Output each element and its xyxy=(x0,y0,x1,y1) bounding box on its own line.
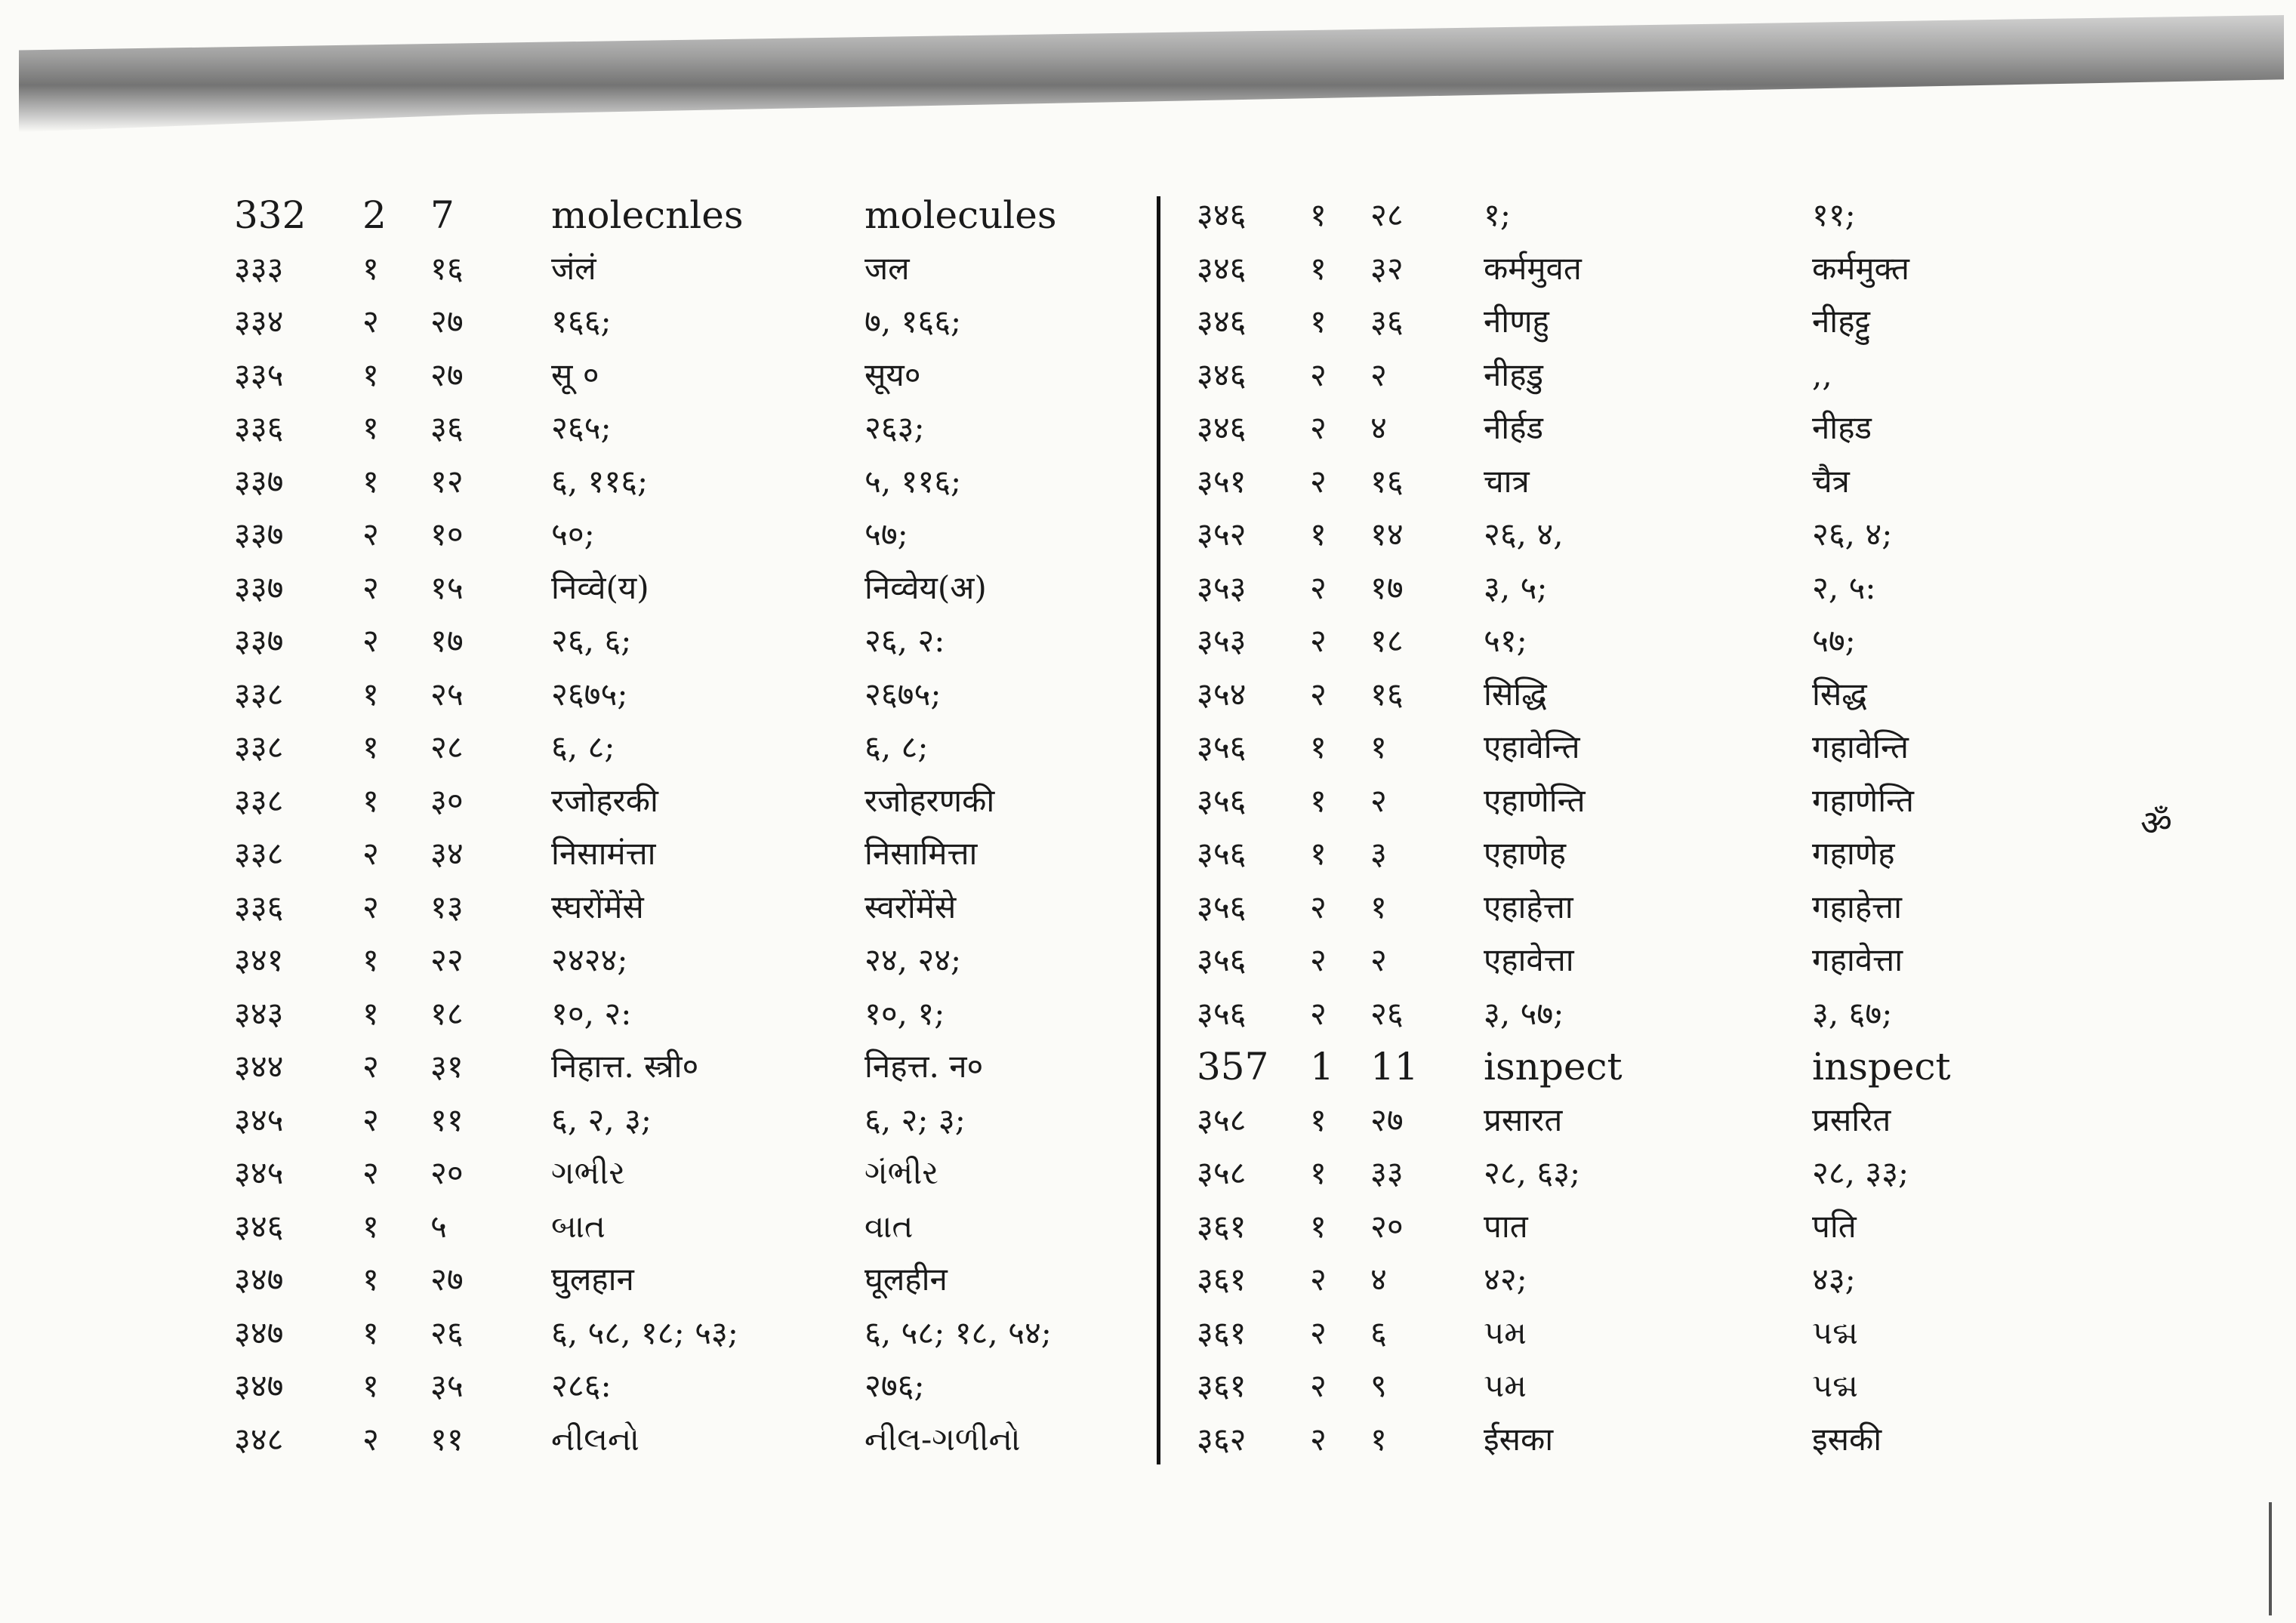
correct-text: વાત xyxy=(864,1207,914,1245)
errata-row xyxy=(227,1307,1148,1360)
incorrect-text: ६, ८; xyxy=(551,728,615,765)
errata-row xyxy=(1182,562,2012,615)
correct-text: पति xyxy=(1812,1207,1857,1245)
line-number: ११ xyxy=(430,1420,464,1458)
correct-text: ५७; xyxy=(1812,622,1856,659)
errata-row xyxy=(1182,349,2012,402)
column-number: २ xyxy=(1310,941,1327,978)
correct-text: गहाहेत्ता xyxy=(1812,888,1903,925)
line-number: १६ xyxy=(1370,462,1404,500)
errata-row xyxy=(1182,295,2012,349)
correct-text: स्वरोंमेंसे xyxy=(864,888,957,925)
page-number: ३४५ xyxy=(234,1101,284,1138)
line-number: २ xyxy=(1370,941,1387,978)
column-number: १ xyxy=(1310,728,1327,765)
errata-row xyxy=(227,1200,1148,1254)
page-number: 332 xyxy=(234,193,307,237)
page-number: ३५३ xyxy=(1197,568,1247,606)
correct-text: सिद्ध xyxy=(1812,675,1867,713)
correct-text: પદ્મ xyxy=(1812,1313,1858,1351)
page-number: ३४६ xyxy=(234,1207,284,1245)
page-number: ३५६ xyxy=(1197,835,1247,872)
correct-text: २७६; xyxy=(864,1367,925,1404)
correct-text: २६३; xyxy=(864,409,925,446)
correct-text: ३, ६७; xyxy=(1812,994,1893,1032)
page-number: ३३७ xyxy=(234,568,284,606)
correct-text: इसकी xyxy=(1812,1420,1882,1458)
correct-text: १०, १; xyxy=(864,994,945,1032)
errata-row xyxy=(1182,508,2012,562)
page-number: ३५६ xyxy=(1197,728,1247,765)
column-number: २ xyxy=(362,568,379,606)
line-number: २५ xyxy=(430,675,464,713)
page-number: ३५६ xyxy=(1197,941,1247,978)
page-number: ३५४ xyxy=(1197,675,1247,713)
page-number: ३३८ xyxy=(234,675,284,713)
correct-text: २४, २४; xyxy=(864,941,962,978)
incorrect-text: २६५; xyxy=(551,409,612,446)
line-number: २ xyxy=(1370,781,1387,819)
correct-text: प्रसरित xyxy=(1812,1101,1891,1138)
errata-row xyxy=(227,349,1148,402)
column-number: १ xyxy=(362,1367,379,1404)
column-number: २ xyxy=(362,1101,379,1138)
page-number: ३५३ xyxy=(1197,622,1247,659)
column-number: २ xyxy=(1310,1313,1327,1351)
errata-row xyxy=(1182,189,2012,242)
correct-text: सूय० xyxy=(864,356,921,393)
errata-row xyxy=(1182,614,2012,668)
incorrect-text: एहाणेह xyxy=(1484,835,1567,872)
errata-row xyxy=(1182,668,2012,722)
errata-right-column xyxy=(1182,189,2012,1466)
incorrect-text: निसामंत्ता xyxy=(551,835,656,872)
column-number: १ xyxy=(362,1313,379,1351)
page-number: ३४६ xyxy=(1197,303,1247,340)
incorrect-text: स्घरोंमेंसे xyxy=(551,888,644,925)
line-number: २८ xyxy=(430,728,464,765)
line-number: ११ xyxy=(430,1101,464,1138)
line-number: ३ xyxy=(1370,835,1387,872)
column-number: २ xyxy=(1310,675,1327,713)
column-number: २ xyxy=(1310,568,1327,606)
correct-text: चैत्र xyxy=(1812,462,1850,500)
correct-text: नीहट्टु xyxy=(1812,303,1871,340)
page-number: ३४५ xyxy=(234,1154,284,1191)
line-number: ३६ xyxy=(1370,303,1404,340)
line-number: १३ xyxy=(430,888,464,925)
page-number: ३४६ xyxy=(1197,249,1247,287)
column-number: 1 xyxy=(1310,1045,1334,1089)
incorrect-text: isnpect xyxy=(1484,1045,1623,1089)
line-number: १० xyxy=(430,516,464,553)
column-number: २ xyxy=(1310,462,1327,500)
correct-text: कर्ममुक्त xyxy=(1812,249,1909,287)
page-number: ३५८ xyxy=(1197,1154,1247,1191)
errata-row xyxy=(227,721,1148,775)
incorrect-text: एहावेत्ता xyxy=(1484,941,1574,978)
page-edge-line xyxy=(2269,1502,2272,1615)
errata-row xyxy=(227,402,1148,455)
line-number: ३० xyxy=(430,781,464,819)
errata-row xyxy=(1182,987,2012,1041)
correct-text: ६, ८; xyxy=(864,728,929,765)
errata-row xyxy=(1182,1413,2012,1467)
correct-text: ५, ११६; xyxy=(864,462,962,500)
incorrect-text: निव्वे(य) xyxy=(551,568,649,606)
errata-row xyxy=(1182,1360,2012,1413)
incorrect-text: ५०; xyxy=(551,516,595,553)
page-number: ३६१ xyxy=(1197,1207,1247,1245)
column-number: २ xyxy=(1310,1420,1327,1458)
correct-text: रजोहरणकी xyxy=(864,781,995,819)
errata-row xyxy=(227,668,1148,722)
line-number: ३६ xyxy=(430,409,464,446)
line-number: 11 xyxy=(1370,1045,1419,1089)
errata-row xyxy=(227,775,1148,828)
line-number: १२ xyxy=(430,462,464,500)
correct-text: ગંભીર xyxy=(864,1154,938,1191)
incorrect-text: रजोहरकी xyxy=(551,781,658,819)
page-number: ३४६ xyxy=(1197,196,1247,233)
line-number: १ xyxy=(1370,888,1387,925)
page-number: 357 xyxy=(1197,1045,1269,1089)
line-number: १८ xyxy=(430,994,464,1032)
incorrect-text: २८६: xyxy=(551,1367,612,1404)
line-number: २ xyxy=(1370,356,1387,393)
correct-text: ,, xyxy=(1812,356,1832,393)
page-number: ३४६ xyxy=(1197,356,1247,393)
line-number: २० xyxy=(430,1154,464,1191)
column-number: १ xyxy=(1310,1101,1327,1138)
column-number: १ xyxy=(362,728,379,765)
page-number: ३५६ xyxy=(1197,888,1247,925)
incorrect-text: પમ xyxy=(1484,1313,1527,1351)
errata-row xyxy=(1182,934,2012,987)
incorrect-text: एहाहेत्ता xyxy=(1484,888,1573,925)
incorrect-text: २६७५; xyxy=(551,675,628,713)
page-number: ३५८ xyxy=(1197,1101,1247,1138)
line-number: २६ xyxy=(1370,994,1404,1032)
incorrect-text: २६, ६; xyxy=(551,622,632,659)
page-number: ३४७ xyxy=(234,1367,284,1404)
column-number: १ xyxy=(362,249,379,287)
column-number: २ xyxy=(1310,1367,1327,1404)
errata-row xyxy=(227,1094,1148,1147)
incorrect-text: नीणहु xyxy=(1484,303,1549,340)
column-number: १ xyxy=(362,1207,379,1245)
errata-row xyxy=(227,562,1148,615)
errata-row xyxy=(227,242,1148,296)
column-number: १ xyxy=(1310,303,1327,340)
incorrect-text: एहाणेन्ति xyxy=(1484,781,1586,819)
line-number: ३५ xyxy=(430,1367,464,1404)
page-number: ३३४ xyxy=(234,303,284,340)
page-number: ३५६ xyxy=(1197,994,1247,1032)
incorrect-text: जंलं xyxy=(551,249,596,287)
line-number: ३२ xyxy=(1370,249,1404,287)
page-number: ३३७ xyxy=(234,462,284,500)
line-number: १४ xyxy=(1370,516,1404,553)
incorrect-text: ३, ५७; xyxy=(1484,994,1564,1032)
incorrect-text: ४२; xyxy=(1484,1261,1527,1298)
column-number: १ xyxy=(1310,835,1327,872)
column-number: २ xyxy=(362,1420,379,1458)
page-number: ३४७ xyxy=(234,1313,284,1351)
column-number: १ xyxy=(362,994,379,1032)
incorrect-text: कर्ममुवत xyxy=(1484,249,1582,287)
line-number: २८ xyxy=(1370,196,1404,233)
incorrect-text: एहावेन्ति xyxy=(1484,728,1580,765)
page-number: ३४७ xyxy=(234,1261,284,1298)
line-number: २६ xyxy=(430,1313,464,1351)
column-number: २ xyxy=(362,1154,379,1191)
correct-text: निहत्त. न० xyxy=(864,1048,984,1085)
errata-row xyxy=(1182,775,2012,828)
incorrect-text: प्रसारत xyxy=(1484,1101,1563,1138)
line-number: १५ xyxy=(430,568,464,606)
errata-row xyxy=(227,881,1148,935)
line-number: १६ xyxy=(1370,675,1404,713)
line-number: २० xyxy=(1370,1207,1404,1245)
incorrect-text: २८, ६३; xyxy=(1484,1154,1581,1191)
line-number: ४ xyxy=(1370,409,1387,446)
page-number: ३३३ xyxy=(234,249,284,287)
errata-row xyxy=(227,934,1148,987)
line-number: १८ xyxy=(1370,622,1404,659)
page-number: ३५६ xyxy=(1197,781,1247,819)
errata-row xyxy=(227,1360,1148,1413)
column-divider xyxy=(1157,196,1160,1464)
line-number: ३३ xyxy=(1370,1154,1404,1191)
page-number: ३३७ xyxy=(234,516,284,553)
errata-row xyxy=(1182,455,2012,509)
incorrect-text: १; xyxy=(1484,196,1511,233)
errata-row xyxy=(227,827,1148,881)
incorrect-text: ગભીર xyxy=(551,1154,625,1191)
correct-text: गहाणेन्ति xyxy=(1812,781,1914,819)
errata-left-column xyxy=(227,189,1148,1466)
errata-row xyxy=(1182,242,2012,296)
correct-text: २६, ४; xyxy=(1812,516,1893,553)
errata-row xyxy=(227,1147,1148,1200)
correct-text: નીલ-ગળીનો xyxy=(864,1420,1021,1458)
correct-text: inspect xyxy=(1812,1045,1951,1089)
page-number: ३६१ xyxy=(1197,1313,1247,1351)
correct-text: ७, १६६; xyxy=(864,303,962,340)
errata-row xyxy=(227,295,1148,349)
errata-row xyxy=(1182,1040,2012,1094)
incorrect-text: नीर्हड xyxy=(1484,409,1543,446)
column-number: २ xyxy=(362,303,379,340)
errata-row xyxy=(1182,402,2012,455)
column-number: १ xyxy=(362,356,379,393)
column-number: २ xyxy=(362,888,379,925)
incorrect-text: ५१; xyxy=(1484,622,1527,659)
line-number: ३१ xyxy=(430,1048,464,1085)
margin-om-mark: ॐ xyxy=(2140,802,2172,843)
correct-text: २, ५: xyxy=(1812,568,1876,606)
page-number: ३४१ xyxy=(234,941,284,978)
errata-row xyxy=(227,455,1148,509)
incorrect-text: सू ० xyxy=(551,356,599,393)
correct-text: २६७५; xyxy=(864,675,942,713)
column-number: १ xyxy=(1310,1154,1327,1191)
column-number: १ xyxy=(1310,781,1327,819)
correct-text: ४३; xyxy=(1812,1261,1856,1298)
page-number: ३४३ xyxy=(234,994,284,1032)
incorrect-text: सिद्धि xyxy=(1484,675,1547,713)
errata-row xyxy=(227,189,1148,242)
correct-text: गहाणेह xyxy=(1812,835,1895,872)
correct-text: नीहड xyxy=(1812,409,1872,446)
line-number: 7 xyxy=(430,193,455,237)
line-number: २७ xyxy=(430,303,464,340)
errata-row xyxy=(227,1253,1148,1307)
incorrect-text: घुलहान xyxy=(551,1261,634,1298)
page-number: ३४८ xyxy=(234,1420,284,1458)
page-number: ३३८ xyxy=(234,728,284,765)
incorrect-text: molecnles xyxy=(551,193,744,237)
column-number: २ xyxy=(1310,888,1327,925)
correct-text: ११; xyxy=(1812,196,1856,233)
column-number: २ xyxy=(362,516,379,553)
line-number: १६ xyxy=(430,249,464,287)
correct-text: निसामित्ता xyxy=(864,835,978,872)
incorrect-text: नीहडु xyxy=(1484,356,1543,393)
errata-row xyxy=(1182,1147,2012,1200)
correct-text: २६, २: xyxy=(864,622,945,659)
errata-row xyxy=(227,1040,1148,1094)
column-number: १ xyxy=(362,675,379,713)
page-number: ३६१ xyxy=(1197,1367,1247,1404)
incorrect-text: ६, ११६; xyxy=(551,462,649,500)
correct-text: गहावेत्ता xyxy=(1812,941,1903,978)
line-number: १ xyxy=(1370,728,1387,765)
errata-row xyxy=(1182,1307,2012,1360)
incorrect-text: ईसका xyxy=(1484,1420,1554,1458)
errata-row xyxy=(1182,1200,2012,1254)
column-number: १ xyxy=(362,462,379,500)
incorrect-text: १६६; xyxy=(551,303,612,340)
page-number: ३३८ xyxy=(234,835,284,872)
incorrect-text: પમ xyxy=(1484,1367,1527,1404)
line-number: २७ xyxy=(430,356,464,393)
incorrect-text: ३, ५; xyxy=(1484,568,1548,606)
column-number: २ xyxy=(1310,356,1327,393)
incorrect-text: નીલનો xyxy=(551,1420,639,1458)
correct-text: ६, ५८; १८, ५४; xyxy=(864,1313,1052,1351)
line-number: ५ xyxy=(430,1207,447,1245)
line-number: १७ xyxy=(1370,568,1404,606)
column-number: २ xyxy=(1310,994,1327,1032)
errata-row xyxy=(227,1413,1148,1467)
column-number: १ xyxy=(362,941,379,978)
page-number: ३६२ xyxy=(1197,1420,1247,1458)
correct-text: निव्वेय(अ) xyxy=(864,568,987,606)
correct-text: ६, २; ३; xyxy=(864,1101,966,1138)
scan-shadow-band xyxy=(19,15,2284,132)
page-number: ३३७ xyxy=(234,622,284,659)
line-number: ९ xyxy=(1370,1367,1387,1404)
line-number: २७ xyxy=(1370,1101,1404,1138)
correct-text: ५७; xyxy=(864,516,908,553)
incorrect-text: २६, ४, xyxy=(1484,516,1564,553)
incorrect-text: २४२४; xyxy=(551,941,628,978)
page-number: ३४६ xyxy=(1197,409,1247,446)
line-number: ६ xyxy=(1370,1313,1387,1351)
correct-text: molecules xyxy=(864,193,1057,237)
column-number: २ xyxy=(362,622,379,659)
incorrect-text: निहात्त. स्त्री० xyxy=(551,1048,699,1085)
correct-text: પદ્મ xyxy=(1812,1367,1858,1404)
page-number: ३३६ xyxy=(234,888,284,925)
incorrect-text: चात्र xyxy=(1484,462,1530,500)
line-number: १७ xyxy=(430,622,464,659)
column-number: १ xyxy=(1310,196,1327,233)
incorrect-text: ६, २, ३; xyxy=(551,1101,652,1138)
line-number: ३४ xyxy=(430,835,464,872)
page-number: ३५१ xyxy=(1197,462,1247,500)
incorrect-text: पात xyxy=(1484,1207,1528,1245)
incorrect-text: ६, ५८, १८; ५३; xyxy=(551,1313,738,1351)
errata-row xyxy=(1182,881,2012,935)
correct-text: जल xyxy=(864,249,910,287)
column-number: १ xyxy=(362,409,379,446)
errata-row xyxy=(1182,1253,2012,1307)
errata-row xyxy=(1182,827,2012,881)
column-number: १ xyxy=(362,781,379,819)
column-number: २ xyxy=(1310,622,1327,659)
page-number: ३३५ xyxy=(234,356,284,393)
errata-row xyxy=(227,508,1148,562)
column-number: १ xyxy=(1310,1207,1327,1245)
page-number: ३५२ xyxy=(1197,516,1247,553)
column-number: २ xyxy=(1310,1261,1327,1298)
column-number: २ xyxy=(362,1048,379,1085)
column-number: १ xyxy=(1310,516,1327,553)
line-number: २२ xyxy=(430,941,464,978)
page-number: ३४४ xyxy=(234,1048,284,1085)
line-number: १ xyxy=(1370,1420,1387,1458)
correct-text: घूलहीन xyxy=(864,1261,948,1298)
column-number: 2 xyxy=(362,193,387,237)
page-number: ३६१ xyxy=(1197,1261,1247,1298)
errata-row xyxy=(1182,721,2012,775)
column-number: १ xyxy=(1310,249,1327,287)
page-number: ३३६ xyxy=(234,409,284,446)
line-number: २७ xyxy=(430,1261,464,1298)
incorrect-text: બાત xyxy=(551,1207,606,1245)
column-number: १ xyxy=(362,1261,379,1298)
column-number: २ xyxy=(362,835,379,872)
page-number: ३३८ xyxy=(234,781,284,819)
line-number: ४ xyxy=(1370,1261,1387,1298)
column-number: २ xyxy=(1310,409,1327,446)
errata-row xyxy=(227,987,1148,1041)
correct-text: २८, ३३; xyxy=(1812,1154,1909,1191)
errata-row xyxy=(227,614,1148,668)
correct-text: गहावेन्ति xyxy=(1812,728,1909,765)
incorrect-text: १०, २: xyxy=(551,994,632,1032)
errata-row xyxy=(1182,1094,2012,1147)
